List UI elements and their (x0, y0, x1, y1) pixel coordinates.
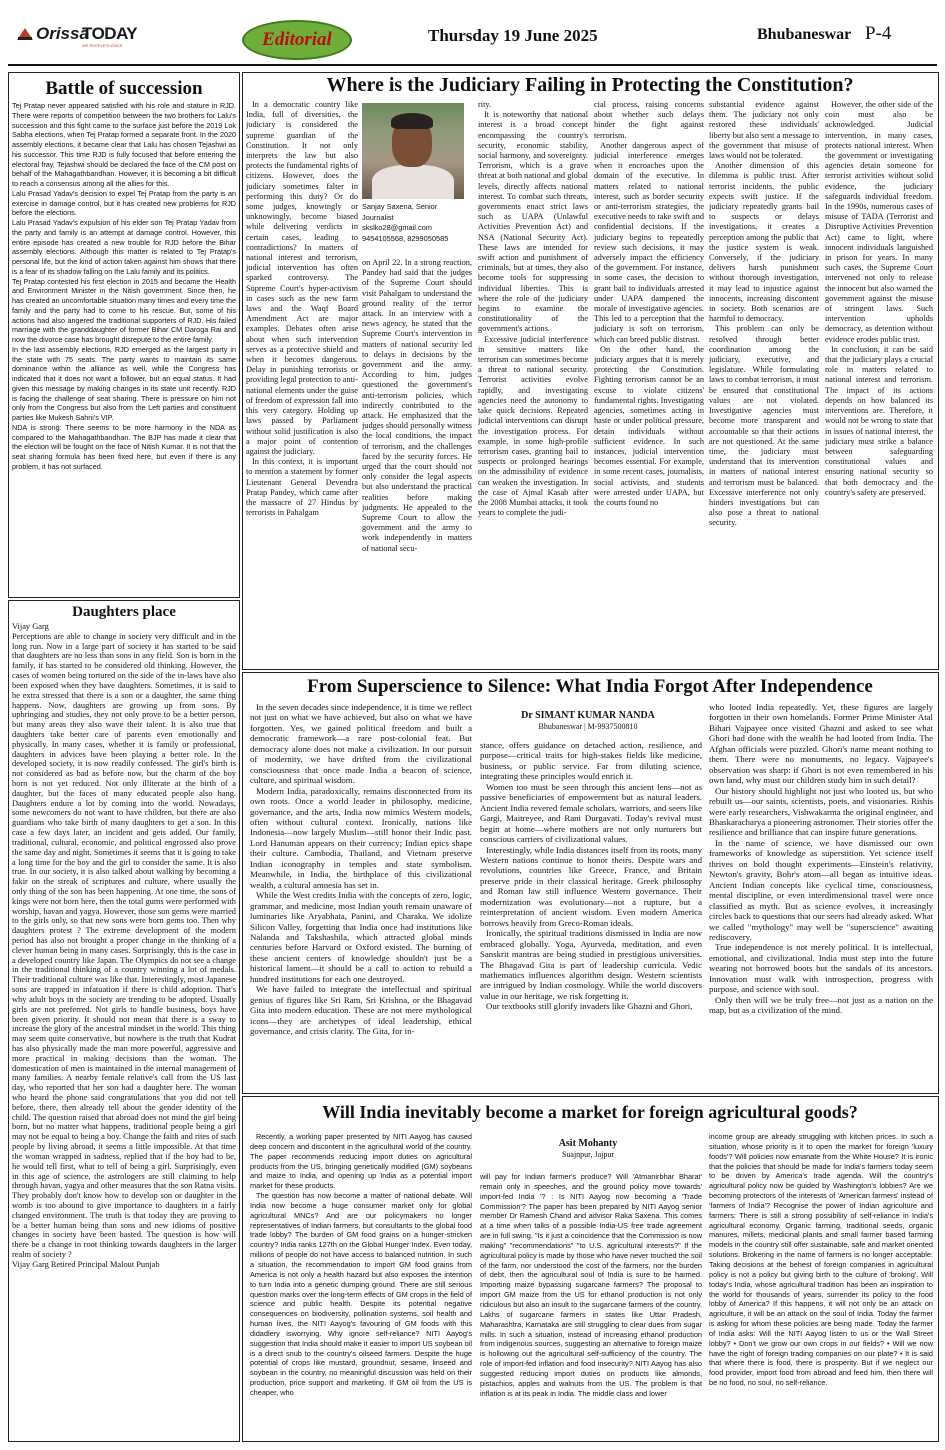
judiciary-paragraph: Another dangerous aspect of judicial interference emerges when it encroaches upon the domain of the executive. In matters related to national interest, such as border security or anti-terrorism strategies, the executive needs to take swift and confidential decisions. If the judiciary begins to repeatedly review such decisions, it may adversely impact the efficiency of the government. For instance, in some cases, the decision to grant bail to individuals arrested under UAPA dampened the morale of investigative agencies. This led to a perception that the judiciary is soft on terrorism, which can breed public distrust. (594, 140, 704, 344)
author-photo (362, 103, 464, 199)
masthead (0, 0, 945, 62)
superscience-paragraph: In the name of science, we have dismissed our own frameworks of knowledge as superstition. Yet science itself thrives on bold thought experiments—Einstein's relativity, Newton's gravity, Bohr's atom—all began as intuitive ideas. Ancient Indian concepts like cyclical time, consciousness, mental discipline, or even interdimensional travel were once classified as myth. But as science evolves, it increasingly circles back to questions that our seers had already asked. What we called "mythology" may well be "superscience" awaiting rediscovery. (709, 837, 933, 942)
judiciary-paragraph: substantial evidence against them. The judiciary not only restored these individuals' liberty but also sent a message to the government that misuse of laws would not be tolerated. (709, 100, 819, 161)
superscience-paragraph: Our textbooks still glorify invaders like Ghazni and Ghori, (486, 1001, 693, 1012)
superscience-paragraph: We have failed to integrate the intellectual and spiritual genius of figures like Sri Ram, Sri Krishna, or the Bhagavad Gita into modern education. These are not mere mythological icons—they are archetypes of ideal leadership, ethical governance, and crisis clarity. The Gita, for in- (250, 984, 472, 1037)
superscience-column-3 (709, 702, 933, 1090)
battle-paragraph: Lalu Prasad Yadav's expulsion of his elder son Tej Pratap Yadav from the party and family is an attempt at damage control. However, this entire episode has created a new trouble for RJD before the Bihar assembly elections. Although this matter is related to Tej Pratap's personal life, but the kind of action taken against him shows that there is a fear of its shadow falling on the Lalu family and its politics. (12, 218, 236, 276)
daughters-body (12, 622, 236, 1438)
judiciary-paragraph: On the other hand, the judiciary argues that it is merely protecting the Constitution. Fighting terrorism cannot be an excuse to violate citizens' fundamental rights. Investigating agencies, sometimes acting in haste or under political pressure, detain individuals without sufficient evidence. In such instances, judicial intervention becomes essential. For example, in some recent cases, journalists, social activists, and students were arrested under UAPA, but the courts found no (594, 344, 704, 507)
page-number: P-4 (865, 23, 892, 44)
agri-author: Asit Mohanty (558, 1138, 618, 1149)
daughters-paragraph: Perceptions are able to change in society very difficult and in the long run. Now in a large part of society it has started to be said that daughters are no less than sons in any field. Son is born in the family, it has started to be considered old thinking. However, the cases of women being tortured on the side of the in-laws have also been exposed when they have daughters. Sometimes, it is said to be extra stressed that there is a son or a daughter, the same thing happens. Now, daughters are growing up from sons. By upbringing and studies, they not only prove to be a better person, but many areas they also wave their talent. It is also true that daughters take better care of parents even emotionally and physically. In many cases, whether it is family or professional, daughters in advices have been playing a better role. In the developed society, it is now readily confessed. The girl's birth is not considered as bad as before now, but the charm of the boy born is not yet reduced. Not only illiterate at the birth of a daughter, but the faces of many educated people also hang. Daughters endure a lot by coming into the world. Nowadays, some newcomers do not want to have children, but there are also guardians who take birth of many daughters to get a son. In this case a few days later, an incident and gets added. Our family, traditional, cultural, economic, and political engrossed also prove the same day and night. Sometimes it seems that it is going to take a long time for the boy and the girl to consider the same. It is also true. In our society, it is also talked about walking by becoming a fakir on the streak of scriptures and culture, where usually the only thing of the son has been happening. At one time, the sons of kings were not born here, then the total gums were performed with worship, havan and yagya. However, those son gems were married to the girls only, so that new sons were born gems too. Then why daughters protest ? The extreme development of the modern period has also not brought a proper change in the thinking of a clever human being in many cases. Surprisingly, this is the case in a developed country like Japan. The Olympics do not see a change in the traditional thinking of a country winning a lot of medals. Their traditional culture was like that. Interestingly, most Japanese sons are trapped in infatuation if there is child adoption. That's why adult boys in the society are trending to be adopted. Usually girls are not preferred. Not girls to handle business, boys have been given priority. It should not mean that there is a sway to increase the glory of the ancestral mindset in the world. This thing may seem quite conservative, but nowhere is the truth that Kudrat has also physically made the man more powerful, aggressive and more practical in making decisions than the woman. The domestication of men is maintained in the internal management of many families. A nearby female relative's call from the US last day, who reported that her son had a daughter here. The woman who heard the phone said congratulations that you did not tell before, there, then already tell about the gender identity of the child. The question raised that abroad does not mind the girl being born, but no matter what happens, traditional people being a girl may not be equal to being a boy. Change the faith and rites of such people by living abroad, it seems a little impossible. At that time the woman wrapped in sadness, replied that if the boy had to be, he would tell first, what to tell of being a girl. Surprisingly, even in this age of science, the astrologers are still claiming to help through havan, yagya and other measures that the son Ratna visits. They probably don't know how to develop son or daughter in the womb is too abound to give importance to daughters in a fairly changed environment. The truth is that today they are proving to be a better human being than sons and new idioms of positive changes in society have been basted. The question is how will there be a change in root thinking towards daughters in the larger realm of society ? (12, 631, 236, 1259)
superscience-column-2 (480, 740, 702, 1090)
judiciary-paragraph: However, the other side of the coin must also be acknowledged. Judicial intervention, in many cases, protects national interest. When the government or investigating agencies detain someone for terrorist activities without solid evidence, the judiciary safeguards individual freedom. In the 1990s, numerous cases of misuse of TADA (Terrorist and Disruptive Activities Prevention Act) came to light, where innocent individuals languished in prison for years. In many such cases, the Supreme Court intervened not only to release the innocent but also warned the government against the misuse of stringent laws. Such intervention upholds democracy, as detention without evidence erodes public trust. (825, 100, 933, 344)
battle-body (12, 101, 236, 595)
judiciary-paragraph: In a democratic country like India, full of diversities, the judiciary is considered the supreme guardian of the Constitution. It not only interprets the law but also protects the fundamental rights of citizens. However, does the judiciary sometimes falter in performing this duty? Or do some judges, knowingly or unknowingly, become biased while delivering verdicts in certain cases, leading to contradictions? In matters of national interest and terrorism, judicial intervention has often sparked controversy. The Supreme Court's hyper-activism in cases such as the new farm laws and the Waqf Board Amendment Act are major examples. Debates often arise about when such intervention serves as a protective shield and when it becomes dangerous. Delay in punishing terrorists or providing legal protection to anti-national elements under the guise of freedom of expression fall into this very category. Holding up laws passed by Parliament without solid justification is also a major point of contention against the judiciary. (246, 100, 358, 456)
logo-tagline: WE PEOPLE'S VOICE (82, 43, 123, 48)
agri-author-info: Suajnpur, Jajpur (561, 1150, 615, 1159)
battle-paragraph: In the last assembly elections, RJD emerged as the largest party in the state with 75 seats. The party wants to maintain its same dominance within the alliance as well, while the Congress has indicated that it does not want a follower, but an equal status. It had given this message by making changes in its state unit recently. RJD is facing the challenge of seat sharing. There is pressure on him not only from the Congress but also from the Left parties and constituent parties like Mukesh Sahni's VIP. (12, 344, 236, 422)
agri-column-1 (250, 1132, 472, 1438)
judiciary-column-1 (246, 100, 358, 666)
superscience-column-1 (250, 702, 472, 1090)
superscience-paragraph: Interestingly, while India distances itself from its roots, many Western nations continue to honor theirs. Despite wars and revolutions, countries like Greece, France, and Britain preserve pride in their classical heritage. Greek philosophy and Roman law still influence Western governance. Their modernization was evolutionary—not a rupture, but a reinterpretation of ancient wisdom. Even modern America borrows heavily from Greco-Roman ideals. (480, 844, 702, 928)
battle-paragraph: Tej Pratap never appeared satisfied with his role and stature in RJD. There were reports of competition between the two brothers for Lalu's succession and this fight came to the surface just before the 2019 Lok Sabha elections, when Tej Pratap formed a separate front. In the 2020 assembly elections, it became clear that Lalu has chosen Tejashwi as his successor. This time RJD is fully focused that before entering the electoral fray, Tejashwi should be declared the face of the CM post on behalf of the Mahagathbandhan. However, it is becoming a bit difficult to reach a consensus among all the allies for this. (12, 101, 236, 188)
superscience-paragraph: In the seven decades since independence, it is time we reflect not just on what we have achieved, but also on what we have forgotten. Yes, we gained political freedom and built a democratic framework—a rare post-colonial feat. But democracy alone does not make a civilization. In our pursuit of modernity, we have drifted from the civilizational consciousness that once made India a beacon of science, culture, and spiritual wisdom. (250, 702, 472, 786)
superscience-paragraph: who looted India repeatedly. Yet, these figures are largely forgotten in their own homelands. Former Prime Minister Atal Bihari Vajpayee once visited Ghazni and asked to see what Ghori had done with the wealth he had looted from India. The Afghan officials were puzzled. Ghori's name meant nothing to them. There were no monuments, no legacy. Vajpayee's observation was sharp: if Ghori is not even remembered in his own land, why must our children study him in such detail? (709, 702, 933, 786)
superscience-paragraph: Our history should highlight not just who looted us, but who rebuilt us—our saints, scientists, poets, and visionaries. Rishis were early researchers, Vishwakarma the original engineer, and Bhaskaracharya a pioneering astronomer. Their stories offer the resilience and brilliance that can inspire future generations. (709, 785, 933, 838)
agri-paragraph: will pay for Indian farmer's produce? Will 'Atmanirbhar Bharat' remain only in speeches, and the ground policy move towards' import-fed India '? : Is NITI Aayog now becoming a 'Trade Commission'? The paper has been prepared by NITI Aayog senior member Dr Ramesh Chand and advisor Raka Saxena. This comes at a time when talks of a possible India-US free trade agreement are in full swing. "Is it just a coincidence that the Commission is now making" "recommendations" "to U.S. agricultural interests?" If the agricultural policy is made by those who have never touched the soil of the farm, nor understood the cost of the farmers, nor the burden of debt, then the agricultural soul of India is sure to be harmed. Importing maize bypassing sugarcane farmers? The proposal to import GM maize from the US for ethanol production is not only ridiculous but also an insult to the sugarcane farmers of the country. Lakhs of sugarcane farmers in states like Uttar Pradesh, Maharashtra, Karnataka are still struggling to clear dues from sugar mills. In such a situation, instead of increasing ethanol production from indigenous sources, suggesting an alternative to foreign maize is hollowing out the agricultural self-sufficiency of the country. The role of import-fed inflation and food insecurity? NITI Aayog has also suggested reducing import duties on products like almonds, pistachios, apples and walnuts from the US. The problem is that inflation is at its peak in India. The middle class and lower (480, 1172, 702, 1398)
section-badge (244, 22, 350, 58)
caption-phone: 9454105568, 8299050585 (362, 233, 449, 243)
superscience-author: Dr SIMANT KUMAR NANDA (521, 710, 655, 721)
judiciary-paragraph: In conclusion, it can be said that the judiciary plays a crucial role in matters related to national interest and terrorism. The impact of its actions depends on how balanced its interventions are. Therefore, it would not be wrong to state that in issues of national interest, the judiciary must strike a balance between safeguarding constitutional values and ensuring national security so that both democracy and the country's safety are preserved. (825, 344, 933, 497)
section-label: Editorial (262, 29, 332, 50)
judiciary-paragraph: cial process, raising concerns about whether such delays hinder the fight against terrorism. (594, 100, 704, 140)
judiciary-paragraph: on April 22. In a strong reaction, Pandey had said that the judges of the Supreme Court should visit Pahalgam to understand the ground reality of the terror attack. In an interview with a news agency, he stated that the Supreme Court's intervention in matters of national security led to delays in decisions by the government and the army. According to him, judges questioned the government's anti-terrorism policies, which indirectly contributed to the attack. He emphasized that the judges should personally witness the local conditions, the impact of terrorism, and the challenges faced by the security forces. He urged that the court should not only consider the legal aspects but also understand the practical realities before making judgments. He appealed to the Supreme Court to allow the government and the army to work independently in matters of national secu- (362, 258, 472, 553)
daughters-headline: Daughters place (72, 604, 176, 620)
masthead-divider (8, 64, 937, 66)
superscience-paragraph: Only then will we be truly free—not just as a nation on the map, but as a civilization of the mind. (709, 994, 933, 1016)
daughters-signoff: Vijay Garg Retired Principal Malout Punjab (12, 1259, 160, 1269)
superscience-paragraph: Women too must be seen through this ancient lens—not as passive beneficiaries of empowerment but as natural leaders. Ancient India revered female scholars, warriors, and seers like Gargi, Maitreyee, and Rani Durgavati. Today's revival must begin at home—where mothers are not only nurturers but conscious carriers of civilizational values. (480, 781, 702, 845)
battle-paragraph: Tej Pratap contested his first election in 2015 and became the Health and Environment Minister in the Nitish government. Since then, he has created an uncomfortable situation many times and every time the family and the party had to come to his rescue. But, some of his actions had also angered the traditional supporters of RJD. His failed marriage with the granddaughter of former Bihar CM Daroga Rai and now the divorce case has brought disrepute to the entire family. (12, 276, 236, 344)
agri-paragraph: The question has now become a matter of national debate. Will India now become a huge consumer market only for global agricultural MNCs? And are our policymakers no longer representatives of Indian farmers, but consultants to the global food trade lobby? The burden of GM food grains on a hunger-stricken country? India ranks 127th on the Global Hunger Index. Even today, millions of people do not have access to balanced nutrition. In such a situation, the recommendation to import GM food grains from America is not only a health hazard but also exposes the intention to turn India into a genetic dumping ground. There are still serious question marks over the long-term effects of GM crops in the field of science and public health. Despite its potential negative consequences on biodiversity, pollination systems, soil health and human lives, the NITI Aayog's favouring of GM foods with this didadlery isworrying. Why ignore self-reliance? NITI Aayog's suggestion that India should make it easier to import US soybean oil is a direct snub to the country's oilseed farmers. Despite the huge potential of crops like mustard, groundnut, sesame, linseed and soybean in the country, no meaningful discussion was held on their production, price support and marketing. If GM oil from the US is cheaper, who (250, 1191, 472, 1397)
judiciary-column-3 (478, 100, 588, 666)
logo-today-text: TODAY (82, 24, 138, 43)
battle-paragraph: Lalu Prasad Yadav's decision to expel Tej Pratap from the party is an exercise in damage control, but it has created new problems for RJD before the elections. (12, 188, 236, 218)
judiciary-paragraph: In this context, it is important to mention a statement by former Lieutenant General Devendra Pratap Pandey, which came after the massacre of 27 Hindus by terrorists in Pahalgam (246, 457, 358, 518)
superscience-author-info: Bhubaneswar | M-9937500810 (538, 722, 638, 731)
judiciary-paragraph: Excessive judicial interference in sensitive matters like terrorism can sometimes become a threat to national security. Terrorist activities evolve rapidly, and investigating agencies need the autonomy to take quick decisions. Repeated judicial interventions can disrupt the investigation process. For example, in some high-profile terrorism cases, granting bail to suspects or prolonged hearings on the admissibility of evidence can weaken the investigation. In the case of Ajmal Kasab after the 2008 Mumbai attacks, it took years to complete the judi- (478, 334, 588, 518)
logo-emblem-icon (16, 26, 34, 42)
superscience-headline: From Superscience to Silence: What India Forgot After Independence (307, 676, 873, 697)
judiciary-paragraph: It is noteworthy that national interest is a broad concept encompassing the country's security, economic stability, social harmony, and sovereignty. Terrorism, which is a grave threat at both national and global levels, directly affects national interest. To combat such threats, governments enact strict laws such as UAPA (Unlawful Activities Prevention Act) and NSA (National Security Act). These laws are intended for swift action and punishment of criminals, but at times, they also become tools for suppressing individual liberties. This is where the role of the judiciary begins to examine the constitutionality of the government's actions. (478, 110, 588, 334)
caption-line: Journalist (362, 212, 394, 222)
superscience-paragraph: Modern India, paradoxically, remains disconnected from its own roots. Once a world leader in philosophy, medicine, governance, and the arts, India now mimics Western models, often without cultural context. Ironically, nations like Indonesia—now largely Muslim—still honor their Indic past. Lord Hanuman appears on their currency; Indian epics shape their culture. Cambodia, Thailand, and Vietnam preserve Indian iconography in temples and state symbolism. Meanwhile, in India, the birthplace of this civilizational wealth, a cultural amnesia has set in. (250, 785, 472, 890)
daughters-author: Vijay Garg (12, 622, 49, 631)
issue-date: Thursday 19 June 2025 (428, 26, 598, 45)
battle-paragraph: NDA is strong: There seems to be more harmony in the NDA as compared to the Mahagathbandhan. The BJP has made it clear that the election will be fought on the face of Nitish Kumar. It is not that the seat sharing formula has been fixed here, but even if there is any problem, it has not surfaced. (12, 422, 236, 471)
logo-orissa-text: Orissa (36, 24, 89, 43)
judiciary-paragraph: Another dimension of this dilemma is public trust. After terrorist incidents, the public expects swift justice. If the judiciary repeatedly grants bail to suspects or delays investigations, it creates a perception among the public that the justice system is weak. Conversely, if the judiciary delivers harsh punishment without thorough investigation, it may lead to injustice against innocents, increasing discontent in society. Both scenarios are harmful to democracy. (709, 161, 819, 324)
agri-column-3 (709, 1132, 933, 1438)
caption-line: Sanjay Saxena, Senior (362, 202, 438, 211)
judiciary-column-4 (594, 100, 704, 666)
judiciary-column-6 (825, 100, 933, 666)
superscience-paragraph: While the West credits India with the concepts of zero, logic, grammar, and medicine, most Indian youth remain unaware of luminaries like Aryabhata, Panini, and Charaka. We idolize Silicon Valley, forgetting that India once had institutions like Nalanda and Takshashila, which attracted global minds centuries before Harvard or Oxford existed. The burning of these ancient centers of knowledge shouldn't just be a historical lament—it should be a call to action to rebuild a hundred institutions for each one destroyed. (250, 890, 472, 984)
battle-headline: Battle of succession (45, 78, 203, 99)
superscience-paragraph: True independence is not merely political. It is intellectual, emotional, and civilizational. India must step into the future wearing not borrowed boots but the sandals of its ancestors. Innovation must walk with introspection, progress with purpose, and science with soul. (709, 942, 933, 995)
edition-city: Bhubaneswar (757, 26, 852, 43)
superscience-paragraph: Ironically, the spiritual traditions dismissed in India are now embraced globally. Yoga, Ayurveda, meditation, and even Sanskrit mantras are being studied in prestigious universities. The Bhagavad Gita is part of leadership curricula. Vedic mathematics influences algorithm design. Western scientists are intrigued by Indian cosmology. While the world discovers value in our heritage, we risk forgetting it. (480, 928, 702, 1001)
agri-paragraph: income group are already struggling with kitchen prices. In such a situation, whose priority is it to open the market for foreign 'luxury foods'? Will policies now emanate from the White House? It is ironic that the policies that should be made for India's farmers today seem to be driven by America's trade agenda. Will the country's agricultural policy now be guided by Washington's lobbies? Are we becoming protectors of the interests of 'American farmers' instead of 'farmers of India'? Recognise the power of Indian agriculture and farmers: There is still a strong possibility of self-reliance in India's agricultural economy. Organic farming, traditional seeds, organic manures, millets, medicinal plants and small farmer based farming models in the country still offer sustainable, safe and market oriented solutions. Brokering in the name of farmers is no longer acceptable: Taking decisions at the behest of foreign companies in agricultural policy is not a policy but giving birth to the culture of 'broking'. Will today's India, whose agricultural tradition has been an inspiration to the world for thousands of years, surrender its policy to the food lobby of America? If this happens, it will not only be an attack on agriculture, it will be an attack on the soul of India. Today the farmer is asking for whom these policies are being made. Today the farmer of India asks: Will the NITI Aayog listen to us or the Wall Street lobby? • Don't we grow our own crops in our fields? • Will we now have the right of foreign trading companies on our plate? • It is said that where there is food, there is prosperity. But if we neglect our food provider, import food from abroad and feed him, then there will be no food, no soul, no self-reliance. (709, 1132, 933, 1388)
agri-paragraph: Recently, a working paper presented by NITI Aayog has caused deep concern and discontent in the agricultural world of the country. The paper recommends reducing import duties on agricultural products from the US, bringing genetically modified (GM) soybeans and maize to India, and opening up India as a potential import market for these products. (250, 1132, 472, 1191)
judiciary-paragraph: rity. (478, 100, 492, 109)
agri-headline: Will India inevitably become a market for foreign agricultural goods? (322, 1102, 858, 1122)
judiciary-paragraph: This problem can only be resolved through better coordination among the judiciary, executive, and legislature. While formulating laws to combat terrorism, it must be ensured that constitutional values are not violated. Investigative agencies must become more transparent and accountable so that their actions are not questioned. At the same time, the judiciary must understand that its intervention in matters of national interest and terrorism must be balanced. Excessive interference not only hinders investigations but can also pose a threat to national security. (709, 324, 819, 528)
superscience-paragraph: stance, offers guidance on detached action, resilience, and purpose—critical traits for high-stakes fields like medicine, business, or public service. Far from diluting science, integrating these principles would enrich it. (480, 740, 702, 782)
agri-column-2 (480, 1172, 702, 1438)
author-caption (362, 202, 466, 258)
newspaper-logo[interactable] (14, 22, 154, 50)
caption-email: sksl​ko28@gmail.com (362, 223, 432, 232)
judiciary-headline: Where is the Judiciary Failing in Protecting the Constitution? (326, 74, 854, 96)
judiciary-column-2 (362, 258, 472, 666)
judiciary-column-5 (709, 100, 819, 666)
